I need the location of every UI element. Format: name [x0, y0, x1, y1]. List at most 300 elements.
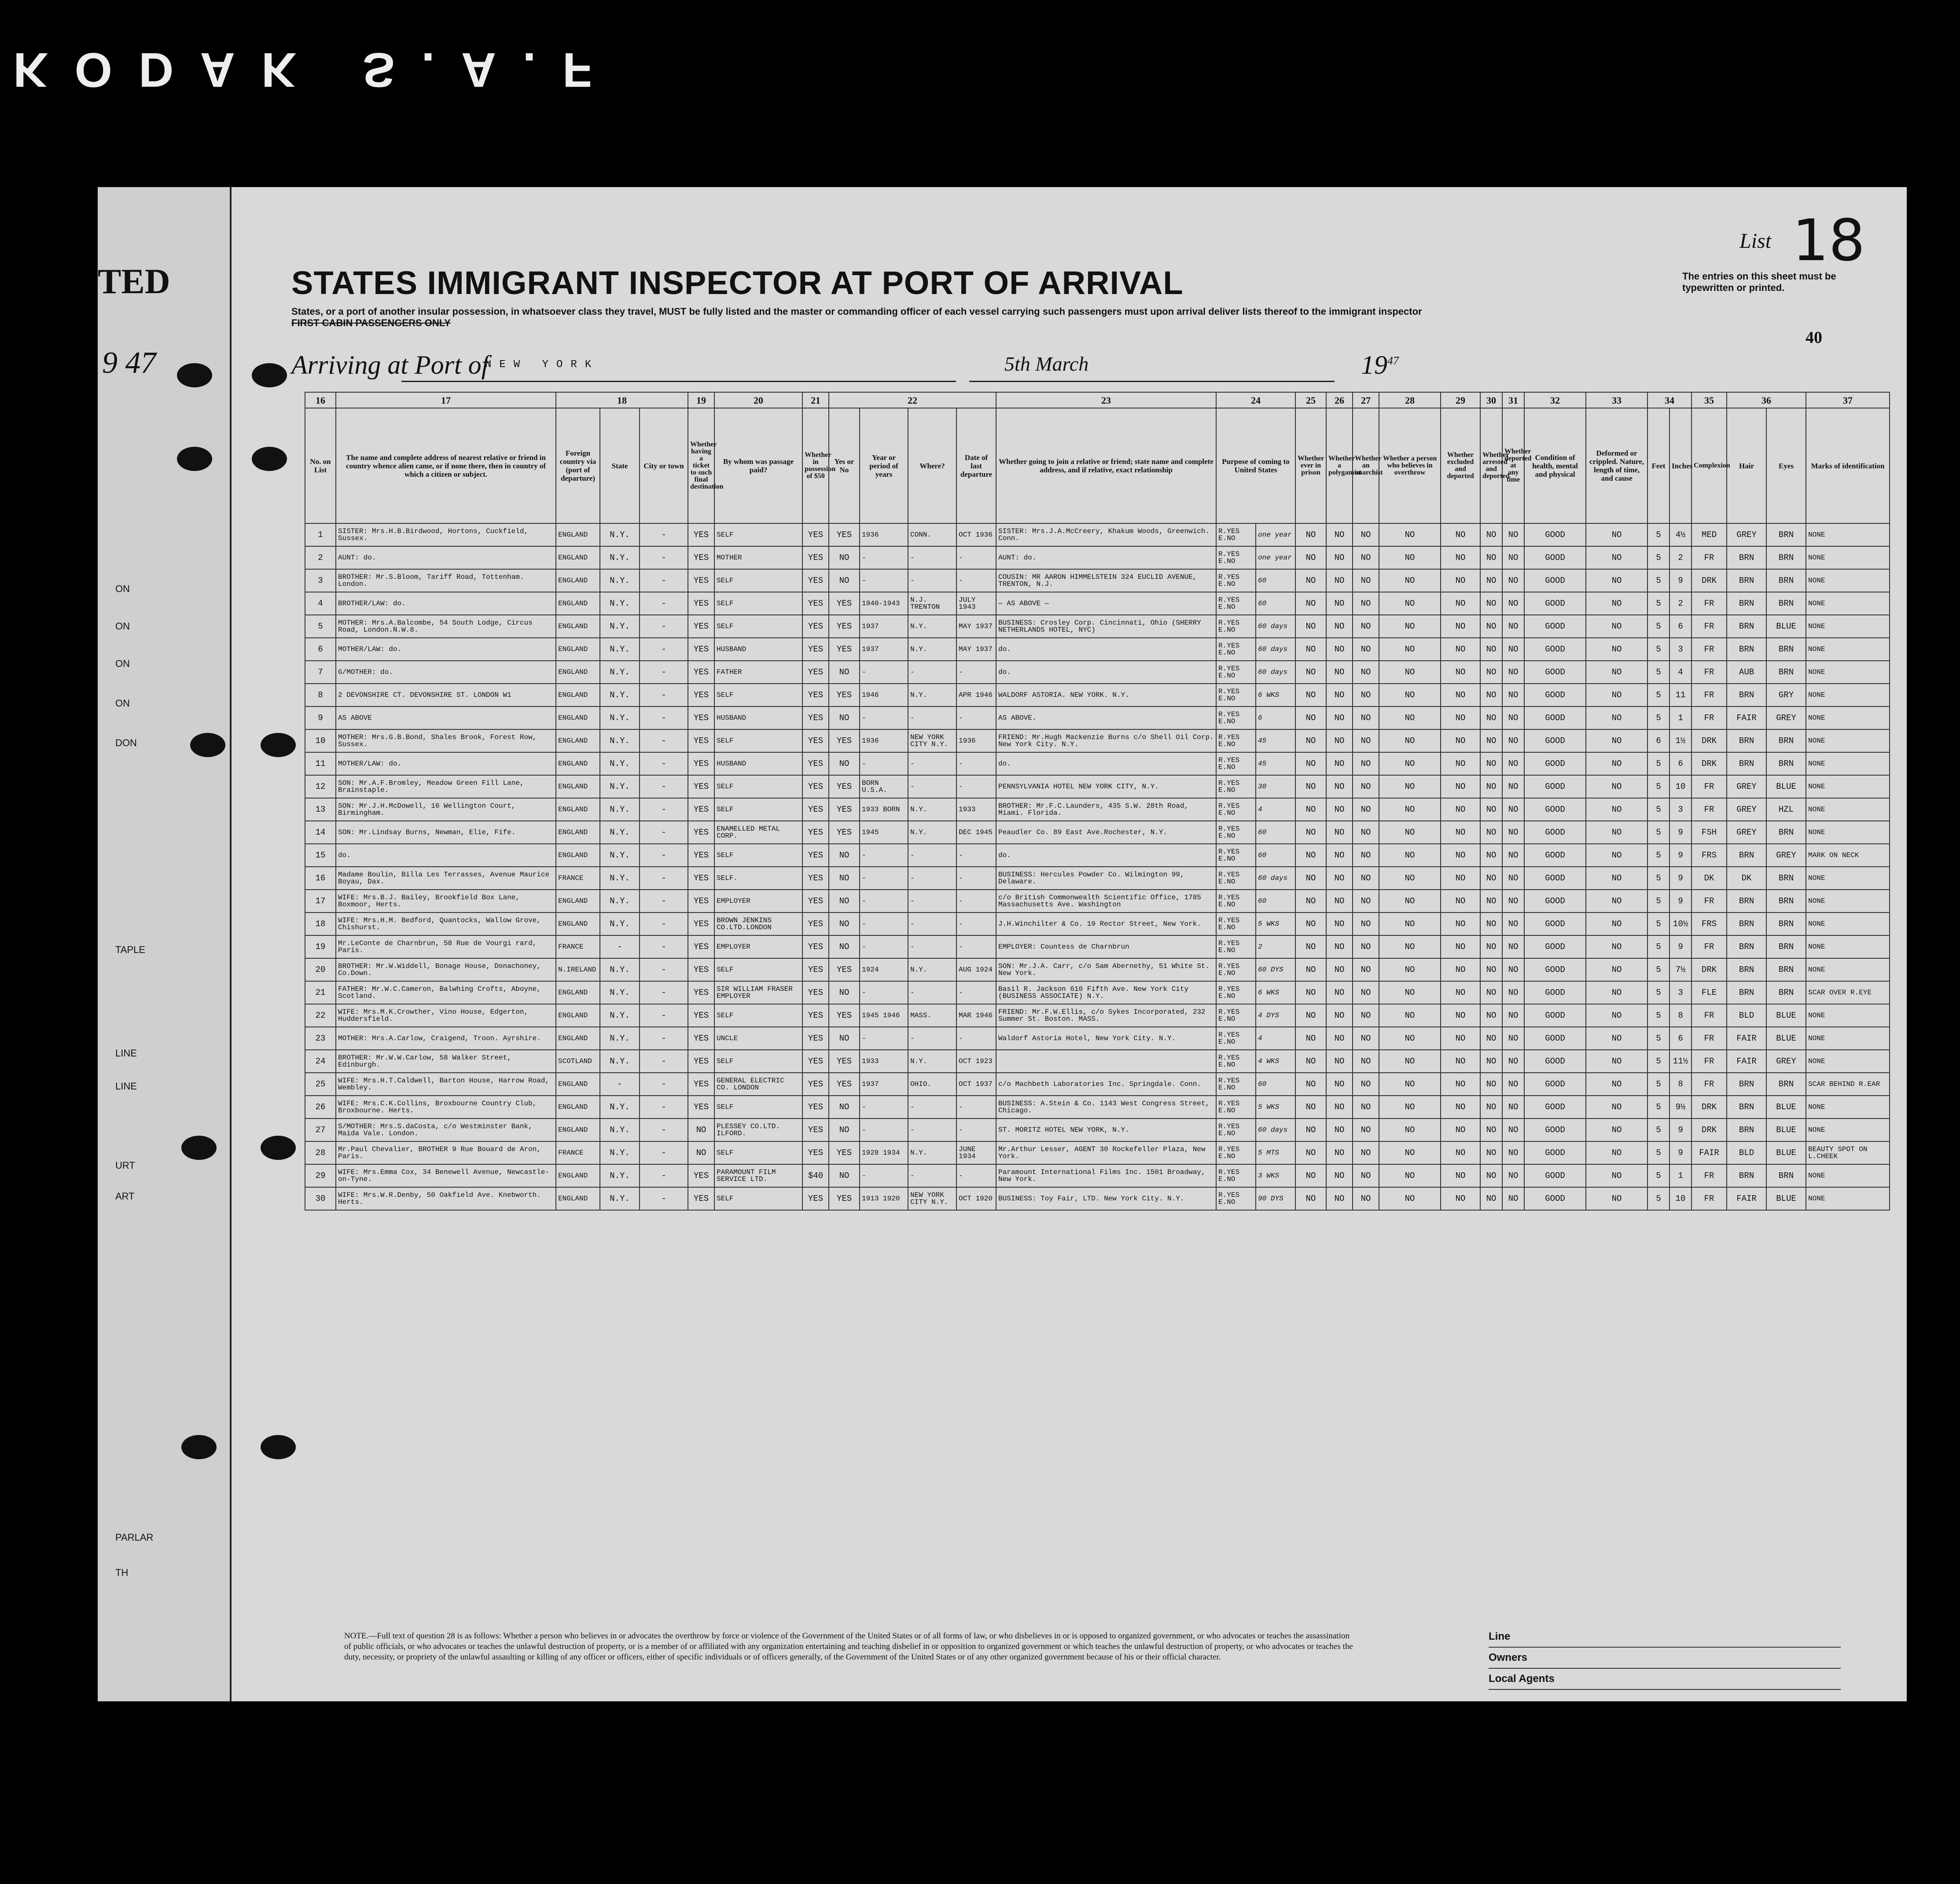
cell-c28: NO [1379, 569, 1441, 592]
cell-join: do. [996, 752, 1216, 775]
cell-city: - [640, 1141, 688, 1164]
cell-c26: NO [1326, 775, 1353, 798]
table-row [305, 1027, 1890, 1050]
cell-def: NO [1586, 592, 1647, 615]
cell-def: NO [1586, 1004, 1647, 1027]
cell-len: 60 [1256, 890, 1295, 913]
cell-ticket: YES [688, 867, 714, 890]
cell-c29: NO [1441, 1073, 1480, 1096]
cell-c28: NO [1379, 661, 1441, 684]
cell-city: - [640, 913, 688, 935]
cell-cx: FSH [1692, 821, 1727, 844]
cell-no: 1 [305, 523, 336, 546]
cell-def: NO [1586, 752, 1647, 775]
cell-def: NO [1586, 1027, 1647, 1050]
cell-ft: 5 [1647, 661, 1669, 684]
cell-city: - [640, 592, 688, 615]
cell-in: 6 [1669, 615, 1692, 638]
cell-purpose: R.YES E.NO [1216, 546, 1256, 569]
cell-join: WALDORF ASTORIA. NEW YORK. N.Y. [996, 684, 1216, 706]
cell-c25: NO [1295, 752, 1326, 775]
header-joining: Whether going to join a relative or friend; state name and complete address, and if relative, exact relationship [996, 408, 1216, 523]
cell-c30: NO [1480, 913, 1502, 935]
cell-hair: GREY [1727, 775, 1766, 798]
cell-cx: FR [1692, 890, 1727, 913]
cell-in: 3 [1669, 798, 1692, 821]
cell-in: 9 [1669, 1141, 1692, 1164]
header-c27: Whether an anarchist [1353, 408, 1379, 523]
cell-in: 6 [1669, 752, 1692, 775]
cell-hair: AUB [1727, 661, 1766, 684]
cell-c31: NO [1502, 981, 1524, 1004]
cell-state: N.Y. [600, 775, 640, 798]
cell-no: 4 [305, 592, 336, 615]
cell-c30: NO [1480, 684, 1502, 706]
cell-c26: NO [1326, 1096, 1353, 1119]
cell-dep: OCT 1937 [956, 1073, 996, 1096]
table-row [305, 890, 1890, 913]
punch-hole [177, 363, 212, 387]
cell-city: - [640, 867, 688, 890]
cell-yr: 1945 1946 [860, 1004, 908, 1027]
cell-no: 12 [305, 775, 336, 798]
cell-where: NEW YORK CITY N.Y. [908, 1187, 956, 1210]
cell-c29: NO [1441, 1096, 1480, 1119]
cell-state: N.Y. [600, 752, 640, 775]
cell-rel: SISTER: Mrs.H.B.Birdwood, Hortons, Cuckfield, Sussex. [336, 523, 556, 546]
cell-purpose: R.YES E.NO [1216, 1164, 1256, 1187]
cell-city: - [640, 706, 688, 729]
cell-city: - [640, 615, 688, 638]
cell-no: 22 [305, 1004, 336, 1027]
footnote: NOTE.—Full text of question 28 is as follows: Whether a person who believes in or advocates the overthrow by force or violence of the Government of the United States or of all forms of law, or who disbelieves in or is opposed to organized government, or who advocates or teaches the assassination of public officials, or who advocates or teaches the unlawful destruction of property, or is a member of or affiliated with any organization entertaining and teaching disbelief in or opposition to organized government or which teaches the unlawful destruction of property, or who advocates or teaches the duty, necessity, or propriety of the unlawful assaulting or killing of any officer or officers, either of specific individuals or of officers generally, of the Government of the United States or of any other organized government because of his or their official character. [344, 1631, 1353, 1662]
colnum: 17 [336, 392, 556, 408]
cell-len: one year [1256, 546, 1295, 569]
cell-hair: BRN [1727, 546, 1766, 569]
cell-c25: NO [1295, 1073, 1326, 1096]
table-row [305, 546, 1890, 569]
cell-money: YES [802, 821, 829, 844]
cell-health: GOOD [1524, 890, 1586, 913]
cell-c29: NO [1441, 1004, 1480, 1027]
cell-state: N.Y. [600, 1164, 640, 1187]
table-row [305, 706, 1890, 729]
colnum: 36 [1727, 392, 1806, 408]
punch-hole [252, 363, 287, 387]
cell-c27: NO [1353, 958, 1379, 981]
table-row [305, 821, 1890, 844]
cell-city: - [640, 981, 688, 1004]
cell-yn: NO [829, 752, 860, 775]
cell-in: 4½ [1669, 523, 1692, 546]
cell-join: do. [996, 844, 1216, 867]
cell-rel: BROTHER: Mr.W.Widdell, Bonage House, Donachoney, Co.Down. [336, 958, 556, 981]
cell-country: ENGLAND [556, 1119, 600, 1141]
cell-state: N.Y. [600, 1004, 640, 1027]
cell-c29: NO [1441, 844, 1480, 867]
cell-ticket: YES [688, 1187, 714, 1210]
arrival-date: 5th March [1004, 353, 1089, 375]
cell-purpose: R.YES E.NO [1216, 844, 1256, 867]
cell-state: N.Y. [600, 890, 640, 913]
cell-rel: AS ABOVE [336, 706, 556, 729]
cell-money: YES [802, 958, 829, 981]
cell-c27: NO [1353, 546, 1379, 569]
table-row [305, 729, 1890, 752]
cell-marks: NONE [1806, 592, 1890, 615]
cell-marks: NONE [1806, 752, 1890, 775]
cell-def: NO [1586, 569, 1647, 592]
cell-join: EMPLOYER: Countess de Charnbrun [996, 935, 1216, 958]
cell-c26: NO [1326, 981, 1353, 1004]
cell-c28: NO [1379, 981, 1441, 1004]
cell-hair: DK [1727, 867, 1766, 890]
punch-hole [261, 733, 296, 757]
cell-c29: NO [1441, 1027, 1480, 1050]
column-header-row [305, 408, 1890, 523]
cell-yn: YES [829, 638, 860, 661]
cell-ticket: NO [688, 1119, 714, 1141]
cell-purpose: R.YES E.NO [1216, 1073, 1256, 1096]
cell-yr: 1946 [860, 684, 908, 706]
cell-paid: PLESSEY CO.LTD. ILFORD. [714, 1119, 802, 1141]
cell-where: - [908, 1096, 956, 1119]
cell-marks: NONE [1806, 706, 1890, 729]
header-purpose: Purpose of coming to United States [1216, 408, 1295, 523]
cell-health: GOOD [1524, 1096, 1586, 1119]
cell-in: 8 [1669, 1073, 1692, 1096]
cell-c27: NO [1353, 1119, 1379, 1141]
cell-dep: - [956, 569, 996, 592]
stub-row: ON [115, 621, 130, 632]
cell-ft: 5 [1647, 546, 1669, 569]
cell-no: 23 [305, 1027, 336, 1050]
cell-c25: NO [1295, 958, 1326, 981]
cell-country: FRANCE [556, 1141, 600, 1164]
table-row [305, 844, 1890, 867]
list-label: List [1739, 229, 1772, 253]
cell-c29: NO [1441, 1141, 1480, 1164]
cell-c26: NO [1326, 523, 1353, 546]
cell-dep: - [956, 1164, 996, 1187]
cell-ft: 5 [1647, 1119, 1669, 1141]
cell-def: NO [1586, 867, 1647, 890]
cell-eyes: BRN [1766, 1073, 1806, 1096]
cell-join: BUSINESS: Toy Fair, LTD. New York City. N.Y. [996, 1187, 1216, 1210]
cell-hair: BLD [1727, 1004, 1766, 1027]
cell-state: N.Y. [600, 684, 640, 706]
cell-marks: NONE [1806, 1096, 1890, 1119]
cell-state: N.Y. [600, 1119, 640, 1141]
cell-def: NO [1586, 890, 1647, 913]
cell-no: 6 [305, 638, 336, 661]
cell-ft: 5 [1647, 775, 1669, 798]
cell-c27: NO [1353, 592, 1379, 615]
cell-marks: NONE [1806, 935, 1890, 958]
cell-no: 3 [305, 569, 336, 592]
cell-where: - [908, 913, 956, 935]
cell-c29: NO [1441, 1119, 1480, 1141]
cell-c27: NO [1353, 913, 1379, 935]
cell-c27: NO [1353, 1004, 1379, 1027]
cell-health: GOOD [1524, 867, 1586, 890]
cell-c31: NO [1502, 1096, 1524, 1119]
cell-len: 5 WKS [1256, 913, 1295, 935]
table-row [305, 1050, 1890, 1073]
cell-cx: DRK [1692, 1096, 1727, 1119]
cell-def: NO [1586, 729, 1647, 752]
cell-c26: NO [1326, 890, 1353, 913]
cell-eyes: BLUE [1766, 1096, 1806, 1119]
cell-dep: - [956, 913, 996, 935]
cell-paid: BROWN JENKINS CO.LTD.LONDON [714, 913, 802, 935]
cell-money: YES [802, 569, 829, 592]
cell-paid: HUSBAND [714, 638, 802, 661]
cell-health: GOOD [1524, 1141, 1586, 1164]
cell-c28: NO [1379, 706, 1441, 729]
cell-yn: YES [829, 958, 860, 981]
cell-paid: SELF [714, 1187, 802, 1210]
punch-hole [177, 447, 212, 471]
cell-in: 10 [1669, 775, 1692, 798]
cell-rel: MOTHER: Mrs.G.B.Bond, Shales Brook, Forest Row, Sussex. [336, 729, 556, 752]
cell-len: 45 [1256, 752, 1295, 775]
cell-country: ENGLAND [556, 615, 600, 638]
cell-no: 20 [305, 958, 336, 981]
cell-eyes: BRN [1766, 729, 1806, 752]
table-row [305, 569, 1890, 592]
cell-in: 6 [1669, 1027, 1692, 1050]
cell-money: YES [802, 592, 829, 615]
cell-len: 60 DYS [1256, 958, 1295, 981]
cell-c31: NO [1502, 661, 1524, 684]
cell-rel: MOTHER: Mrs.A.Balcombe, 54 South Lodge, Circus Road, London.N.W.8. [336, 615, 556, 638]
cell-paid: SELF [714, 569, 802, 592]
cell-def: NO [1586, 1141, 1647, 1164]
cell-state: N.Y. [600, 844, 640, 867]
cell-ticket: YES [688, 844, 714, 867]
cell-country: ENGLAND [556, 523, 600, 546]
cell-ticket: YES [688, 1027, 714, 1050]
cell-ticket: YES [688, 1164, 714, 1187]
cell-len: 90 DYS [1256, 1187, 1295, 1210]
cell-purpose: R.YES E.NO [1216, 684, 1256, 706]
cell-in: 1½ [1669, 729, 1692, 752]
cell-c25: NO [1295, 1141, 1326, 1164]
cell-health: GOOD [1524, 706, 1586, 729]
cell-hair: BRN [1727, 1119, 1766, 1141]
cell-city: - [640, 1050, 688, 1073]
cell-cx: DRK [1692, 752, 1727, 775]
cell-rel: BROTHER: Mr.S.Bloom, Tariff Road, Tottenham. London. [336, 569, 556, 592]
cell-paid: HUSBAND [714, 752, 802, 775]
cell-join: Waldorf Astoria Hotel, New York City. N.Y. [996, 1027, 1216, 1050]
cell-join: Paramount International Films Inc. 1501 Broadway, New York. [996, 1164, 1216, 1187]
cell-c27: NO [1353, 752, 1379, 775]
cell-c25: NO [1295, 890, 1326, 913]
cell-ft: 5 [1647, 684, 1669, 706]
cell-city: - [640, 1096, 688, 1119]
cell-yr: - [860, 661, 908, 684]
cell-ticket: YES [688, 523, 714, 546]
cell-c28: NO [1379, 798, 1441, 821]
cell-eyes: BLUE [1766, 1027, 1806, 1050]
cell-health: GOOD [1524, 661, 1586, 684]
cell-city: - [640, 775, 688, 798]
cell-c30: NO [1480, 775, 1502, 798]
manifest-sheet [98, 187, 1907, 1701]
cell-c25: NO [1295, 798, 1326, 821]
cell-eyes: BRN [1766, 1164, 1806, 1187]
cell-health: GOOD [1524, 729, 1586, 752]
cell-len: 4 WKS [1256, 1050, 1295, 1073]
cell-country: ENGLAND [556, 1164, 600, 1187]
table-row [305, 1073, 1890, 1096]
cell-dep: AUG 1924 [956, 958, 996, 981]
cell-def: NO [1586, 546, 1647, 569]
cell-marks: NONE [1806, 661, 1890, 684]
cell-purpose: R.YES E.NO [1216, 890, 1256, 913]
cell-hair: GREY [1727, 798, 1766, 821]
cell-rel: FATHER: Mr.W.C.Cameron, Balwhing Crofts, Aboyne, Scotland. [336, 981, 556, 1004]
cell-len: 2 [1256, 935, 1295, 958]
cell-c29: NO [1441, 684, 1480, 706]
cell-join: SISTER: Mrs.J.A.McCreery, Khakum Woods, Greenwich. Conn. [996, 523, 1216, 546]
colnum: 24 [1216, 392, 1295, 408]
cell-paid: SELF [714, 958, 802, 981]
cell-no: 14 [305, 821, 336, 844]
cell-where: - [908, 752, 956, 775]
cell-c27: NO [1353, 844, 1379, 867]
stub-row: ON [115, 583, 130, 594]
cell-ticket: YES [688, 981, 714, 1004]
cell-state: N.Y. [600, 523, 640, 546]
cell-marks: BEAUTY SPOT ON L.CHEEK [1806, 1141, 1890, 1164]
cell-where: N.J. TRENTON [908, 592, 956, 615]
cell-rel: G/MOTHER: do. [336, 661, 556, 684]
cell-ft: 5 [1647, 1096, 1669, 1119]
cell-money: YES [802, 684, 829, 706]
cell-marks: NONE [1806, 638, 1890, 661]
cell-rel: BROTHER: Mr.W.W.Carlow, 58 Walker Street, Edinburgh. [336, 1050, 556, 1073]
cell-paid: SELF [714, 615, 802, 638]
cell-c26: NO [1326, 684, 1353, 706]
cell-c31: NO [1502, 1027, 1524, 1050]
cell-c27: NO [1353, 775, 1379, 798]
cell-yr: 1936 [860, 523, 908, 546]
cell-money: YES [802, 523, 829, 546]
cell-c25: NO [1295, 913, 1326, 935]
cell-def: NO [1586, 615, 1647, 638]
cell-money: YES [802, 1050, 829, 1073]
cell-country: ENGLAND [556, 661, 600, 684]
cell-state: N.Y. [600, 592, 640, 615]
table-row [305, 1096, 1890, 1119]
cell-join [996, 1050, 1216, 1073]
cell-c29: NO [1441, 913, 1480, 935]
cell-cx: FRS [1692, 844, 1727, 867]
cell-c27: NO [1353, 935, 1379, 958]
cell-paid: UNCLE [714, 1027, 802, 1050]
cell-paid: SELF [714, 1141, 802, 1164]
cell-ft: 5 [1647, 569, 1669, 592]
cell-marks: NONE [1806, 1119, 1890, 1141]
cell-purpose: R.YES E.NO [1216, 661, 1256, 684]
cell-c31: NO [1502, 1004, 1524, 1027]
cell-c31: NO [1502, 615, 1524, 638]
cell-join: FRIEND: Mr.Hugh Mackenzie Burns c/o Shell Oil Corp. New York City. N.Y. [996, 729, 1216, 752]
arriving-label: Arriving at Port of [291, 350, 489, 379]
cell-c26: NO [1326, 1119, 1353, 1141]
cell-city: - [640, 1073, 688, 1096]
cell-c31: NO [1502, 844, 1524, 867]
cell-yn: NO [829, 546, 860, 569]
cell-yr: - [860, 1096, 908, 1119]
cell-country: ENGLAND [556, 706, 600, 729]
cell-c25: NO [1295, 1164, 1326, 1187]
cell-yn: YES [829, 1004, 860, 1027]
cell-paid: SELF [714, 684, 802, 706]
cell-c29: NO [1441, 615, 1480, 638]
cell-def: NO [1586, 1050, 1647, 1073]
cell-in: 8 [1669, 1004, 1692, 1027]
cell-yr: - [860, 913, 908, 935]
cell-c30: NO [1480, 661, 1502, 684]
cell-cx: FAIR [1692, 1141, 1727, 1164]
cell-c26: NO [1326, 798, 1353, 821]
cell-def: NO [1586, 935, 1647, 958]
cell-cx: FR [1692, 935, 1727, 958]
cell-c31: NO [1502, 1119, 1524, 1141]
cell-ticket: YES [688, 1073, 714, 1096]
cell-cx: DK [1692, 867, 1727, 890]
cell-state: N.Y. [600, 958, 640, 981]
colnum: 21 [802, 392, 829, 408]
cell-paid: MOTHER [714, 546, 802, 569]
cell-paid: SELF [714, 592, 802, 615]
cell-c27: NO [1353, 684, 1379, 706]
cell-eyes: BRN [1766, 913, 1806, 935]
cell-cx: FR [1692, 615, 1727, 638]
cell-yn: YES [829, 775, 860, 798]
cell-money: YES [802, 1027, 829, 1050]
cell-c26: NO [1326, 638, 1353, 661]
signoff-local-agents: Local Agents [1489, 1669, 1841, 1690]
cell-c30: NO [1480, 890, 1502, 913]
cell-c28: NO [1379, 775, 1441, 798]
stub-row: ART [115, 1191, 135, 1202]
cell-yr: - [860, 844, 908, 867]
cell-eyes: BRN [1766, 867, 1806, 890]
cell-where: OHIO. [908, 1073, 956, 1096]
cell-c28: NO [1379, 913, 1441, 935]
cell-c27: NO [1353, 729, 1379, 752]
port-rule [401, 381, 956, 382]
cell-yr: 1933 [860, 1050, 908, 1073]
signoff-owners: Owners [1489, 1648, 1841, 1669]
cell-c26: NO [1326, 706, 1353, 729]
cell-hair: BRN [1727, 935, 1766, 958]
cell-money: YES [802, 706, 829, 729]
punch-hole [252, 447, 287, 471]
cell-yn: NO [829, 867, 860, 890]
cell-no: 8 [305, 684, 336, 706]
cell-c25: NO [1295, 638, 1326, 661]
cell-ft: 5 [1647, 798, 1669, 821]
cell-money: YES [802, 546, 829, 569]
cell-eyes: BRN [1766, 569, 1806, 592]
cell-c30: NO [1480, 752, 1502, 775]
